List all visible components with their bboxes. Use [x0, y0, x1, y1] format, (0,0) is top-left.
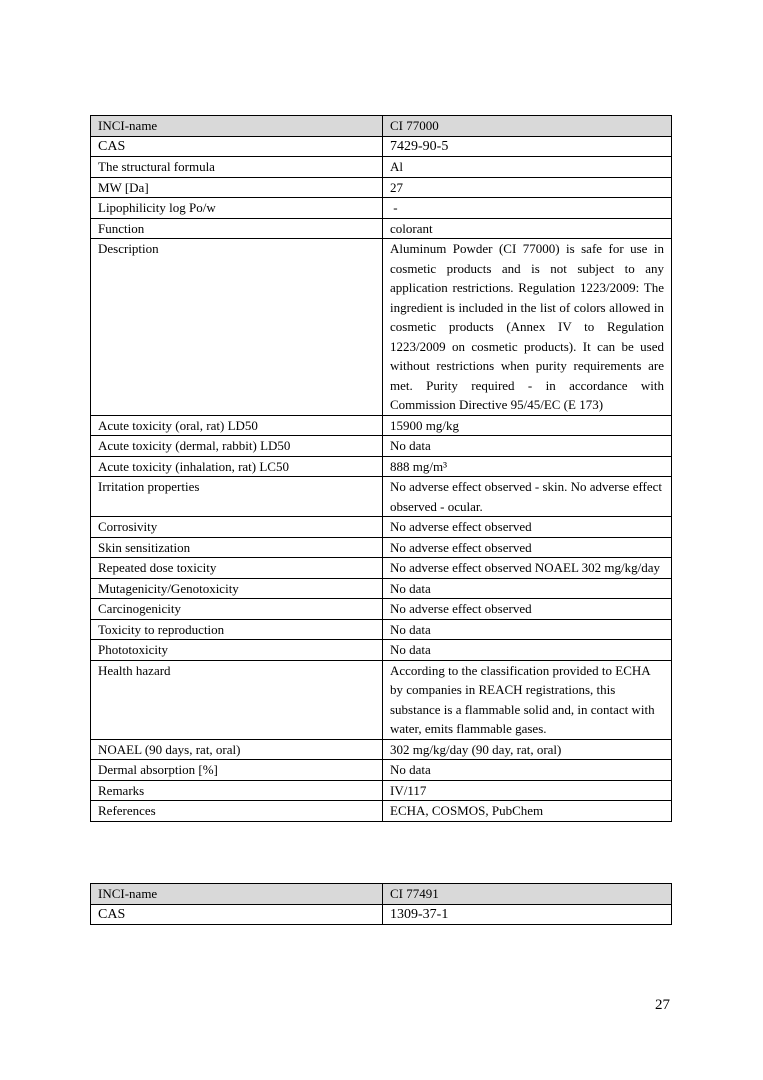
row-label: Acute toxicity (dermal, rabbit) LD50	[91, 436, 383, 457]
row-label: Carcinogenicity	[91, 599, 383, 620]
table-row	[91, 136, 672, 157]
row-value: No data	[383, 760, 672, 781]
row-value: IV/117	[383, 780, 672, 801]
row-value: CI 77000	[383, 116, 672, 137]
table-row	[91, 436, 672, 457]
row-value: No adverse effect observed	[383, 517, 672, 538]
row-value: 7429-90-5	[383, 136, 672, 157]
table-row	[91, 599, 672, 620]
row-value: No data	[383, 619, 672, 640]
row-label: References	[91, 801, 383, 822]
row-label: The structural formula	[91, 157, 383, 178]
row-value: No adverse effect observed NOAEL 302 mg/kg/day	[383, 558, 672, 579]
row-label: NOAEL (90 days, rat, oral)	[91, 739, 383, 760]
row-value: Aluminum Powder (CI 77000) is safe for use in cosmetic products and is not subject to any application restrictions. Regulation 1223/2009: The ingredient is included in the list of colors allowed in cosmetic products (Annex IV to Regulation 1223/2009 on cosmetic products). It can be used without restrictions when purity requirements are met. Purity required - in accordance with Commission Directive 95/45/EC (E 173)	[383, 239, 672, 416]
row-value: CI 77491	[383, 884, 672, 905]
table-row	[91, 415, 672, 436]
row-label: INCI-name	[91, 116, 383, 137]
row-value: No data	[383, 578, 672, 599]
row-value: 27	[383, 177, 672, 198]
row-value: No adverse effect observed - skin. No adverse effect observed - ocular.	[383, 477, 672, 517]
row-value: 888 mg/m³	[383, 456, 672, 477]
row-label: CAS	[91, 904, 383, 925]
table-row	[91, 760, 672, 781]
ingredient-table-ci77000	[90, 115, 672, 822]
table-row	[91, 904, 672, 925]
row-label: Repeated dose toxicity	[91, 558, 383, 579]
row-value: Al	[383, 157, 672, 178]
table-row	[91, 558, 672, 579]
row-label: Irritation properties	[91, 477, 383, 517]
table-row	[91, 640, 672, 661]
row-label: INCI-name	[91, 884, 383, 905]
row-value: No adverse effect observed	[383, 537, 672, 558]
page-number: 27	[655, 997, 670, 1013]
row-label: Function	[91, 218, 383, 239]
table-row	[91, 239, 672, 416]
row-value: -	[383, 198, 672, 219]
table-row	[91, 578, 672, 599]
row-label: Mutagenicity/Genotoxicity	[91, 578, 383, 599]
table-row	[91, 619, 672, 640]
table-row	[91, 801, 672, 822]
ingredient-table-ci77491	[90, 883, 672, 925]
table-row	[91, 198, 672, 219]
table-row	[91, 884, 672, 905]
row-value: No data	[383, 640, 672, 661]
table-row	[91, 780, 672, 801]
row-label: CAS	[91, 136, 383, 157]
row-label: Acute toxicity (inhalation, rat) LC50	[91, 456, 383, 477]
row-label: Skin sensitization	[91, 537, 383, 558]
row-label: Lipophilicity log Po/w	[91, 198, 383, 219]
table-row	[91, 537, 672, 558]
row-value: No adverse effect observed	[383, 599, 672, 620]
row-label: Description	[91, 239, 383, 416]
table-row	[91, 517, 672, 538]
table-row	[91, 660, 672, 739]
table-row	[91, 456, 672, 477]
row-value: ECHA, COSMOS, PubChem	[383, 801, 672, 822]
row-value: 15900 mg/kg	[383, 415, 672, 436]
table-row	[91, 218, 672, 239]
row-label: Toxicity to reproduction	[91, 619, 383, 640]
table-row	[91, 177, 672, 198]
row-label: Acute toxicity (oral, rat) LD50	[91, 415, 383, 436]
row-label: Dermal absorption [%]	[91, 760, 383, 781]
table-row	[91, 477, 672, 517]
table-row	[91, 116, 672, 137]
row-label: Phototoxicity	[91, 640, 383, 661]
row-value: 302 mg/kg/day (90 day, rat, oral)	[383, 739, 672, 760]
row-label: Corrosivity	[91, 517, 383, 538]
row-value: According to the classification provided to ECHA by companies in REACH registrations, this substance is a flammable solid and, in contact with water, emits flammable gases.	[383, 660, 672, 739]
row-label: MW [Da]	[91, 177, 383, 198]
row-label: Remarks	[91, 780, 383, 801]
table-row	[91, 157, 672, 178]
row-label: Health hazard	[91, 660, 383, 739]
row-value: 1309-37-1	[383, 904, 672, 925]
table-row	[91, 739, 672, 760]
row-value: colorant	[383, 218, 672, 239]
row-value: No data	[383, 436, 672, 457]
